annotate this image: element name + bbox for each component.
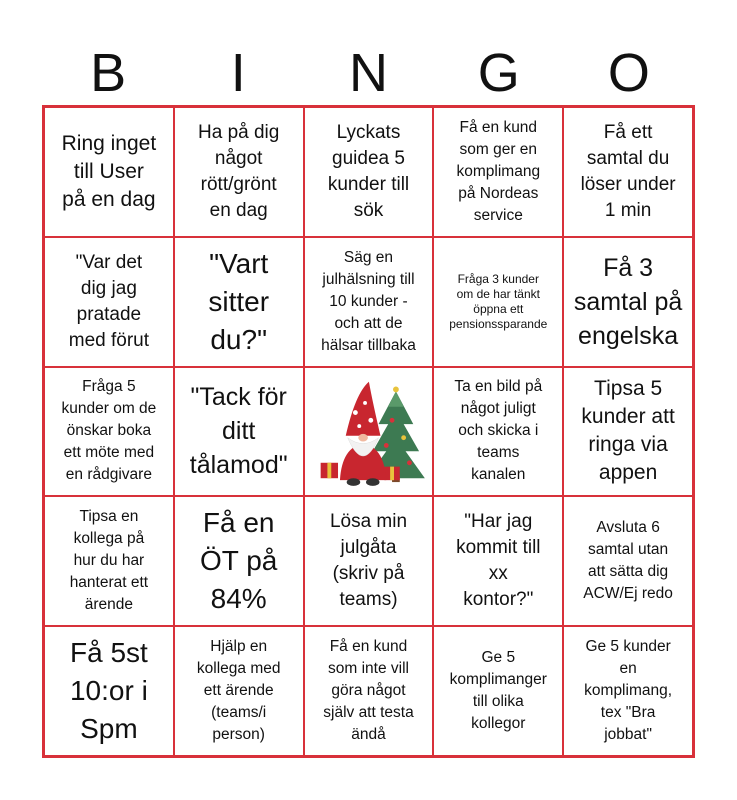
bingo-cell-text: Ta en bild på något juligt och skicka i teams kanalen xyxy=(454,378,543,484)
bingo-cell[interactable] xyxy=(433,626,563,756)
header-letter-n: N xyxy=(349,43,388,103)
bingo-cell-text: Få 5st 10:or i Spm xyxy=(69,637,148,745)
bingo-cell[interactable] xyxy=(44,107,174,237)
header-letter-i: I xyxy=(230,43,246,103)
header-letter-b: B xyxy=(90,43,127,103)
bingo-cell[interactable] xyxy=(563,237,693,367)
bingo-cell[interactable] xyxy=(563,107,693,237)
bingo-cell[interactable] xyxy=(44,237,174,367)
bingo-cell-text: "Vart sitter du?" xyxy=(208,247,270,355)
bingo-cell[interactable] xyxy=(433,496,563,626)
bingo-cell-text: Tipsa 5 kunder att ringa via appen xyxy=(581,377,675,485)
bingo-board xyxy=(42,105,695,758)
free-space-cell[interactable] xyxy=(304,367,434,497)
bingo-cell[interactable] xyxy=(174,626,304,756)
bingo-cell-text: Få ett samtal du löser under 1 min xyxy=(580,121,676,221)
bingo-cell[interactable] xyxy=(563,367,693,497)
bingo-cell[interactable] xyxy=(174,367,304,497)
bingo-cell-text: Få en kund som ger en komplimang på Nordeas service xyxy=(456,118,541,224)
bingo-cell-text: Lyckats guidea 5 kunder till sök xyxy=(327,121,410,221)
bingo-cell[interactable] xyxy=(174,237,304,367)
bingo-cell[interactable] xyxy=(44,626,174,756)
bingo-cell[interactable] xyxy=(433,237,563,367)
bingo-cell-text: "Tack för ditt tålamod" xyxy=(189,383,288,480)
bingo-cell-text: Fråga 5 kunder om de önskar boka ett möte med en rådgivare xyxy=(61,378,157,484)
bingo-cell-text: Ha på dig något rött/grönt en dag xyxy=(198,121,280,221)
bingo-cell[interactable] xyxy=(433,367,563,497)
bingo-cell[interactable] xyxy=(44,496,174,626)
bingo-cell-text: "Var det dig jag pratade med förut xyxy=(68,251,150,351)
bingo-cell-text: Få en ÖT på 84% xyxy=(200,507,278,615)
bingo-cell[interactable] xyxy=(304,237,434,367)
bingo-cell-text: "Har jag kommit till xx kontor?" xyxy=(456,511,541,611)
bingo-cell-text: Ring inget till User på en dag xyxy=(61,131,157,211)
bingo-cell[interactable] xyxy=(304,107,434,237)
bingo-cell[interactable] xyxy=(563,626,693,756)
bingo-cell-text: Avsluta 6 samtal utan att sätta dig ACW/Ej redo xyxy=(583,519,673,603)
bingo-cell[interactable] xyxy=(304,626,434,756)
bingo-cell-text: Lösa min julgåta (skriv på teams) xyxy=(329,511,408,611)
header-letter-o: O xyxy=(607,43,650,103)
bingo-cell-text: Ge 5 komplimanger till olika kollegor xyxy=(449,649,547,733)
gnome-with-christmas-tree-icon xyxy=(311,372,427,492)
bingo-cell-text: Tipsa en kollega på hur du har hanterat ett ärende xyxy=(69,508,149,614)
bingo-cell-text: Säg en julhälsning till 10 kunder - och att de hälsar tillbaka xyxy=(321,248,416,354)
bingo-cell-text: Fråga 3 kunder om de har tänkt öppna ett pensionssparande xyxy=(449,271,548,331)
bingo-cell[interactable] xyxy=(304,496,434,626)
bingo-cell-text: Hjälp en kollega med ett ärende (teams/i person) xyxy=(196,638,281,744)
bingo-cell[interactable] xyxy=(563,496,693,626)
bingo-cell[interactable] xyxy=(174,107,304,237)
bingo-header xyxy=(43,40,694,106)
bingo-cell[interactable] xyxy=(44,367,174,497)
bingo-cell-text: Få 3 samtal på engelska xyxy=(573,253,683,350)
bingo-cell-text: Få en kund som inte vill göra något själv att testa ändå xyxy=(323,638,414,744)
bingo-cell[interactable] xyxy=(174,496,304,626)
bingo-cell[interactable] xyxy=(433,107,563,237)
bingo-cell-text: Ge 5 kunder en komplimang, tex "Bra jobbat" xyxy=(584,638,673,744)
header-letter-g: G xyxy=(477,43,520,103)
